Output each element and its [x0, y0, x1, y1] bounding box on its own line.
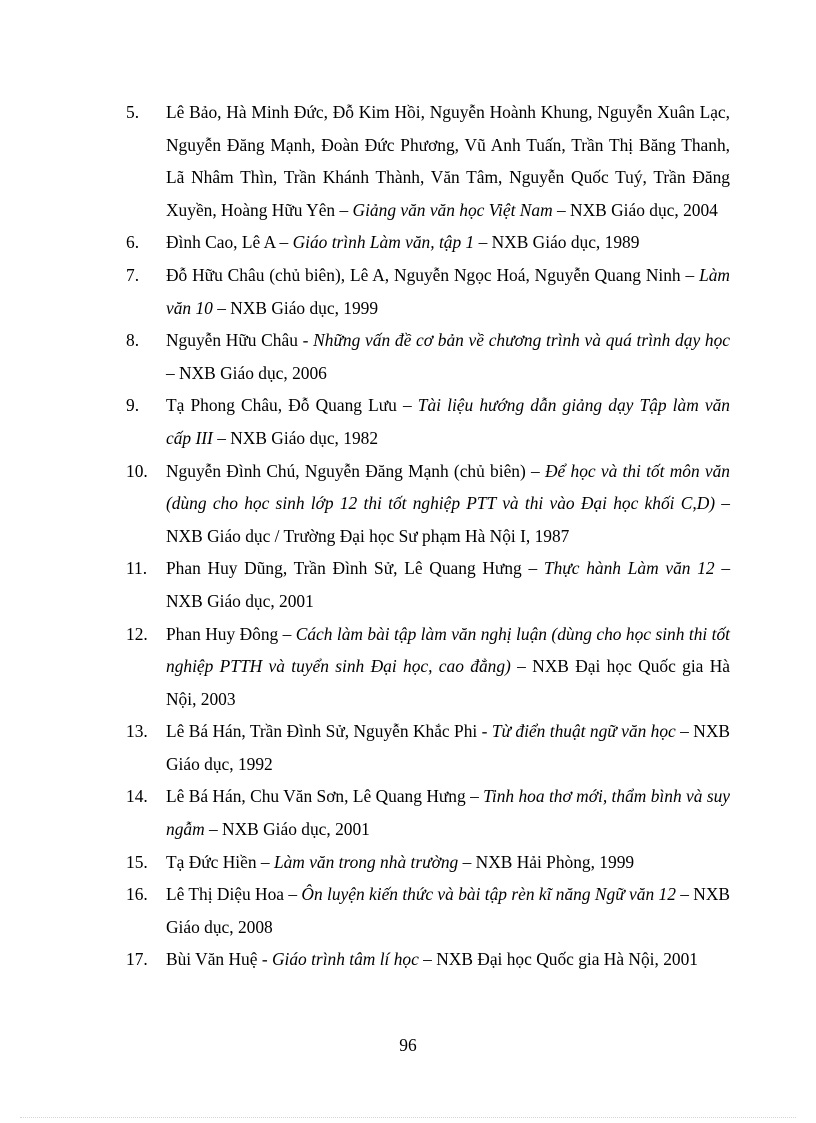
- reference-item: [126, 618, 730, 716]
- reference-authors: Lê Bá Hán, Trần Đình Sử, Nguyễn Khắc Phi: [166, 721, 478, 742]
- reference-number: 7.: [126, 264, 140, 285]
- reference-item: [126, 552, 730, 617]
- reference-number: 14.: [126, 786, 148, 807]
- reference-authors: Bùi Văn Huệ: [166, 949, 258, 970]
- reference-publisher: – NXB Giáo dục, 2001: [166, 558, 731, 611]
- reference-separator: –: [680, 264, 700, 285]
- reference-number: 11.: [126, 558, 148, 579]
- reference-publisher: – NXB Giáo dục, 1989: [474, 232, 640, 253]
- reference-authors: Tạ Phong Châu, Đỗ Quang Lưu: [166, 395, 397, 416]
- reference-title: Tinh hoa thơ mới, thẩm bình và suy ngẫm: [166, 786, 731, 840]
- reference-title: Tài liệu hướng dẫn giảng dạy Tập làm văn cấp III: [166, 395, 730, 448]
- reference-separator: –: [396, 395, 418, 416]
- reference-number: 12.: [126, 623, 148, 644]
- reference-number: 9.: [126, 395, 140, 416]
- reference-item: [126, 389, 730, 454]
- reference-title: Làm văn trong nhà trường: [273, 851, 459, 872]
- reference-separator: –: [521, 558, 544, 579]
- reference-separator: –: [284, 884, 302, 905]
- reference-authors: Phan Huy Dũng, Trần Đình Sử, Lê Quang Hưng: [166, 558, 522, 579]
- reference-publisher: – NXB Giáo dục, 1999: [212, 297, 379, 318]
- footer-divider: [20, 1117, 796, 1118]
- reference-authors: Nguyễn Hữu Châu: [166, 330, 298, 351]
- reference-item: [126, 96, 730, 226]
- reference-title: Để học và thi tốt môn văn (dùng cho học sinh lớp 12 thi tốt nghiệp PTT và thi vào Đại học khối C,D): [166, 460, 731, 514]
- reference-separator: -: [297, 330, 314, 351]
- reference-item: [126, 943, 730, 976]
- reference-authors: Lê Bá Hán, Chu Văn Sơn, Lê Quang Hưng: [166, 786, 466, 807]
- reference-title: Giáo trình Làm văn, tập 1: [292, 232, 475, 253]
- reference-number: 17.: [126, 949, 148, 970]
- reference-item: [126, 780, 730, 845]
- reference-item: [126, 715, 730, 780]
- reference-list: [126, 96, 730, 976]
- reference-number: 16.: [126, 884, 148, 905]
- reference-title: Từ điển thuật ngữ văn học: [491, 721, 676, 742]
- reference-item: [126, 259, 730, 324]
- reference-number: 6.: [126, 232, 140, 253]
- reference-publisher: – NXB Giáo dục, 2004: [552, 199, 718, 220]
- reference-title: Thực hành Làm văn 12: [543, 558, 715, 579]
- reference-separator: –: [465, 786, 484, 807]
- reference-item: [126, 878, 730, 943]
- reference-title: Những vấn đề cơ bản về chương trình và quá trình dạy học: [313, 330, 730, 351]
- reference-authors: Lê Bảo, Hà Minh Đức, Đỗ Kim Hồi, Nguyễn Hoành Khung, Nguyễn Xuân Lạc, Nguyễn Đăng Mạnh, Đoàn Đức Phương, Vũ Anh Tuấn, Trần Thị Băng Thanh, Lã Nhâm Thìn, Trần Khánh Thành, Văn Tâm, Nguyễn Quốc Tuý, Trần Đăng Xuyền, Hoàng Hữu Yên: [166, 102, 730, 220]
- reference-authors: Nguyễn Đình Chú, Nguyễn Đăng Mạnh (chủ biên): [166, 460, 526, 481]
- reference-number: 13.: [126, 721, 148, 742]
- reference-publisher: – NXB Giáo dục, 2001: [204, 819, 370, 840]
- reference-publisher: – NXB Đại học Quốc gia Hà Nội, 2001: [418, 949, 698, 970]
- reference-title: Ôn luyện kiến thức và bài tập rèn kĩ năng Ngữ văn 12: [301, 884, 676, 905]
- reference-authors: Tạ Đức Hiền: [166, 851, 257, 872]
- reference-authors: Đỗ Hữu Châu (chủ biên), Lê A, Nguyễn Ngọc Hoá, Nguyễn Quang Ninh: [166, 264, 681, 285]
- reference-item: [126, 455, 730, 553]
- reference-publisher: – NXB Giáo dục, 2008: [166, 884, 731, 937]
- reference-separator: –: [335, 199, 353, 220]
- reference-publisher: – NXB Giáo dục, 1992: [166, 721, 730, 774]
- reference-separator: –: [525, 460, 545, 481]
- reference-publisher: – NXB Hải Phòng, 1999: [458, 851, 635, 872]
- reference-publisher: – NXB Giáo dục / Trường Đại học Sư phạm Hà Nội I, 1987: [166, 493, 730, 546]
- reference-title: Giáo trình tâm lí học: [271, 949, 419, 970]
- reference-publisher: – NXB Giáo dục, 1982: [212, 427, 379, 448]
- reference-authors: Phan Huy Đông: [166, 623, 279, 644]
- reference-number: 5.: [126, 102, 140, 122]
- reference-authors: Lê Thị Diệu Hoa: [166, 884, 285, 905]
- reference-number: 10.: [126, 460, 148, 481]
- reference-separator: -: [477, 721, 492, 742]
- reference-publisher: – NXB Đại học Quốc gia Hà Nội, 2003: [166, 656, 730, 709]
- reference-authors: Đình Cao, Lê A: [166, 232, 276, 253]
- reference-item: [126, 226, 730, 259]
- reference-separator: –: [275, 232, 293, 253]
- reference-title: Làm văn 10: [166, 264, 730, 318]
- reference-separator: –: [256, 851, 274, 872]
- reference-separator: -: [257, 949, 272, 970]
- reference-number: 8.: [126, 330, 140, 351]
- reference-separator: –: [278, 623, 296, 644]
- reference-item: [126, 324, 730, 389]
- reference-item: [126, 846, 730, 879]
- page-number: 96: [399, 1035, 417, 1055]
- reference-title: Cách làm bài tập làm văn nghị luận (dùng cho học sinh thi tốt nghiệp PTTH và tuyển sinh Đại học, cao đẳng): [166, 623, 730, 677]
- reference-number: 15.: [126, 851, 148, 872]
- reference-title: Giảng văn văn học Việt Nam: [352, 199, 553, 220]
- reference-publisher: – NXB Giáo dục, 2006: [166, 362, 327, 383]
